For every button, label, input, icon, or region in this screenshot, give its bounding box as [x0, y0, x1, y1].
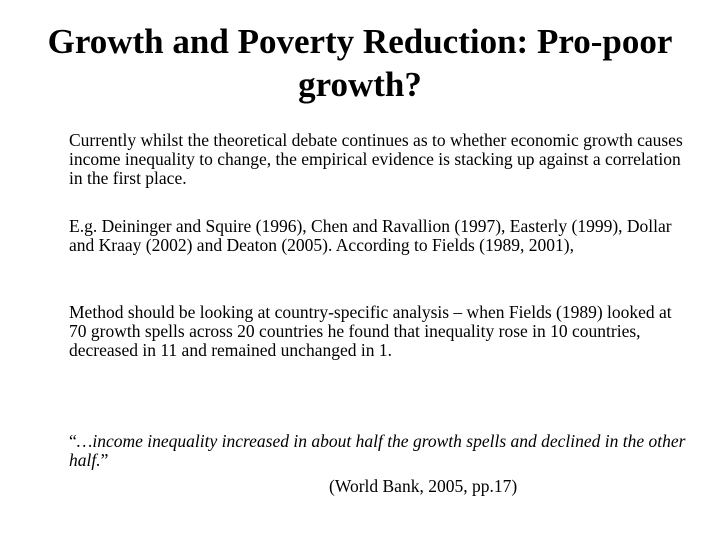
paragraph-references: E.g. Deininger and Squire (1996), Chen and Ravallion (1997), Easterly (1999), Dollar and Kraay (2002) and Deaton (2005). According to Fields (1989, 2001),: [69, 216, 672, 255]
paragraph-method: Method should be looking at country-specific analysis – when Fields (1989) looked at 70 growth spells across 20 countries he found that inequality rose in 10 countries, decreased in 11 and remained unchanged in 1.: [69, 302, 672, 360]
quote-text: …income inequality increased in about half the growth spells and declined in the other half.: [69, 431, 686, 470]
slide-title: Growth and Poverty Reduction: Pro-poor growth?: [47, 22, 673, 104]
quote-citation: (World Bank, 2005, pp.17): [329, 476, 518, 496]
quote-close-mark: ”: [100, 450, 109, 470]
quote: [69, 432, 689, 470]
quote-open-mark: “: [69, 431, 77, 451]
paragraph-debate: Currently whilst the theoretical debate continues as to whether economic growth causes income inequality to change, the empirical evidence is stacking up against a correlation in the first place.: [69, 130, 683, 188]
